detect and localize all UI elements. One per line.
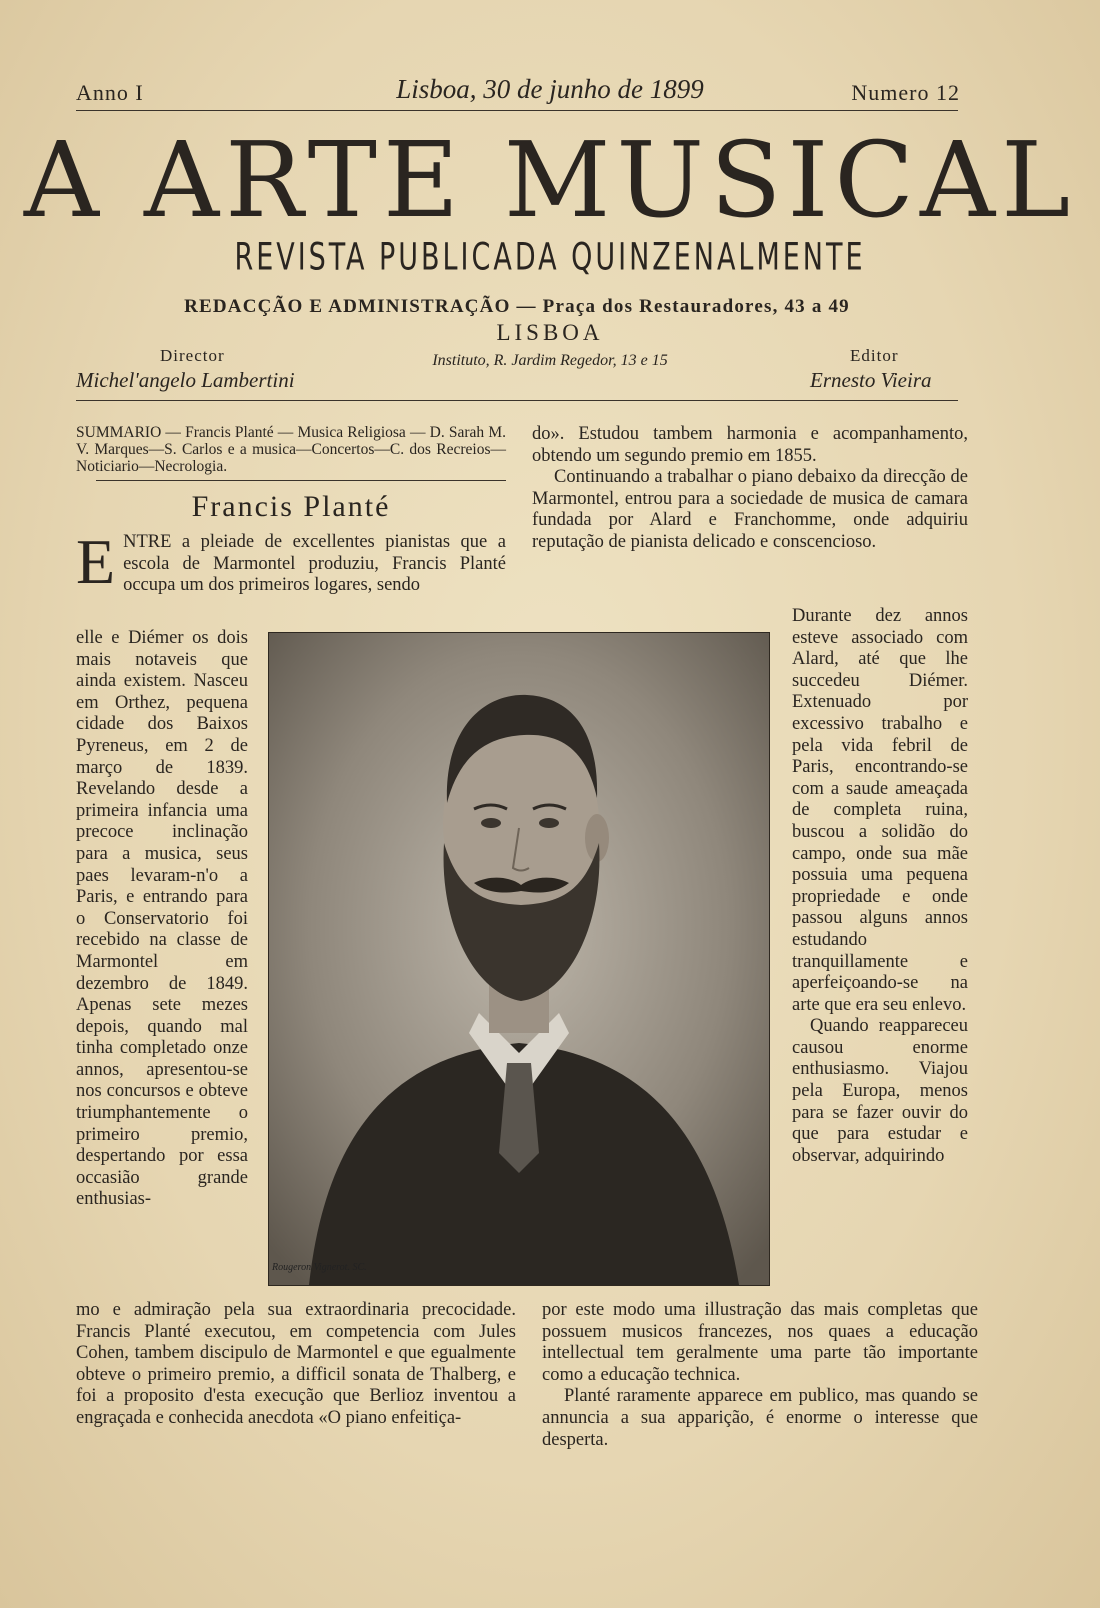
right-narrow-text-1: Durante dez annos esteve associado com Alard, até que lhe succedeu Diémer. Extenuado por excessivo trabalho e pela vida febril de Paris, encontrando-se com a saude ameaçada de completa ruina, buscou a solidão do campo, onde sua mãe possuia uma pequena propriedade e onde passou alguns annos estudando tranquillamente e aperfeiçoando-se na arte que era seu enlevo. <box>792 606 968 1015</box>
left-narrow-text: elle e Diémer os dois mais notaveis que ainda existem. Nasceu em Orthez, pequena cidade dos Baixos Pyreneus, em 2 de março de 1839. Revelando desde a primeira infancia uma precoce inclinação para a musica, seus paes levaram-n'o a Paris, e entrando para o Conservatorio foi recebido na classe de Marmontel em dezembro de 1849. Apenas sete mezes depois, quando mal tinha completado onze annos, apresentou-se nos concursos e obteve triumphantemente o primeiro premio, despertando por essa occasião grande enthusias- <box>76 628 248 1210</box>
volume-label: Anno I <box>76 80 144 105</box>
right-bottom-text-2: Planté raramente apparece em publico, mas quando se annuncia a sua apparição, é enorme o interesse que desperta. <box>542 1386 978 1450</box>
left-bottom-text: mo e admiração pela sua extraordinaria precocidade. Francis Planté executou, em competencia com Jules Cohen, tambem discipulo de Marmontel e que egualmente obteve o primeiro premio, a difficil sonata de Thalberg, e foi a proposito d'esta execução que Berlioz inventou a engraçada e conhecida anecdota «O piano enfeitiça- <box>76 1300 516 1428</box>
left-bottom-column <box>76 1300 516 1480</box>
director-label: Director <box>160 346 225 365</box>
masthead-subtitle: REVISTA PUBLICADA QUINZENALMENTE <box>234 235 866 280</box>
city-label: LISBOA <box>496 320 604 345</box>
header-rule <box>76 110 958 111</box>
article-intro <box>76 532 506 622</box>
article-title: Francis Planté <box>191 490 391 523</box>
article-intro-text: NTRE a pleiade de excellentes pianistas que a escola de Marmontel produziu, Francis Planté occupa um dos primeiros logares, sendo <box>123 532 506 596</box>
masthead-title: A ARTE MUSICAL <box>23 119 1077 241</box>
right-top-column <box>532 424 968 606</box>
masthead-rule <box>76 400 958 401</box>
office-address: Instituto, R. Jardim Regedor, 13 e 15 <box>432 352 668 369</box>
editor-label: Editor <box>850 346 899 365</box>
left-narrow-column <box>76 628 248 1286</box>
portrait-image <box>268 632 770 1286</box>
right-bottom-text-1: por este modo uma illustração das mais completas que possuem musicos francezes, nos quaes a educação intellectual tem geralmente uma parte tão importante como a educação technica. <box>542 1300 978 1385</box>
issue-number: Numero 12 <box>851 80 960 105</box>
right-bottom-column <box>542 1300 978 1480</box>
director-name: Michel'angelo Lambertini <box>76 368 295 392</box>
engraver-signature: Rougeron Vignerot. SC. <box>272 1262 367 1273</box>
administration-line: REDACÇÃO E ADMINISTRAÇÃO — Praça dos Restauradores, 43 a 49 <box>184 296 850 317</box>
editor-name: Ernesto Vieira <box>810 368 932 392</box>
summary-rule <box>96 480 506 481</box>
right-narrow-text-2: Quando reappareceu causou enorme enthusiasmo. Viajou pela Europa, menos para se fazer ouvir do que para estudar e observar, adquirindo <box>792 1016 968 1166</box>
portrait-illustration <box>269 633 769 1285</box>
right-top-text-1: do». Estudou tambem harmonia e acompanhamento, obtendo um segundo premio em 1855. <box>532 424 968 466</box>
dateline: Lisboa, 30 de junho de 1899 <box>396 74 704 104</box>
right-top-text-2: Continuando a trabalhar o piano debaixo da direcção de Marmontel, entrou para a sociedade de musica de camara fundada por Alard e Franchomme, onde adquiriu reputação de pianista delicado e conscencioso. <box>532 467 968 552</box>
summary: SUMMARIO — Francis Planté — Musica Religiosa — D. Sarah M. V. Marques—S. Carlos e a musica—Concertos—C. dos Recreios—Noticiario—Necrologia. <box>76 424 506 475</box>
drop-cap: E <box>76 532 116 597</box>
right-narrow-column <box>792 606 968 1296</box>
